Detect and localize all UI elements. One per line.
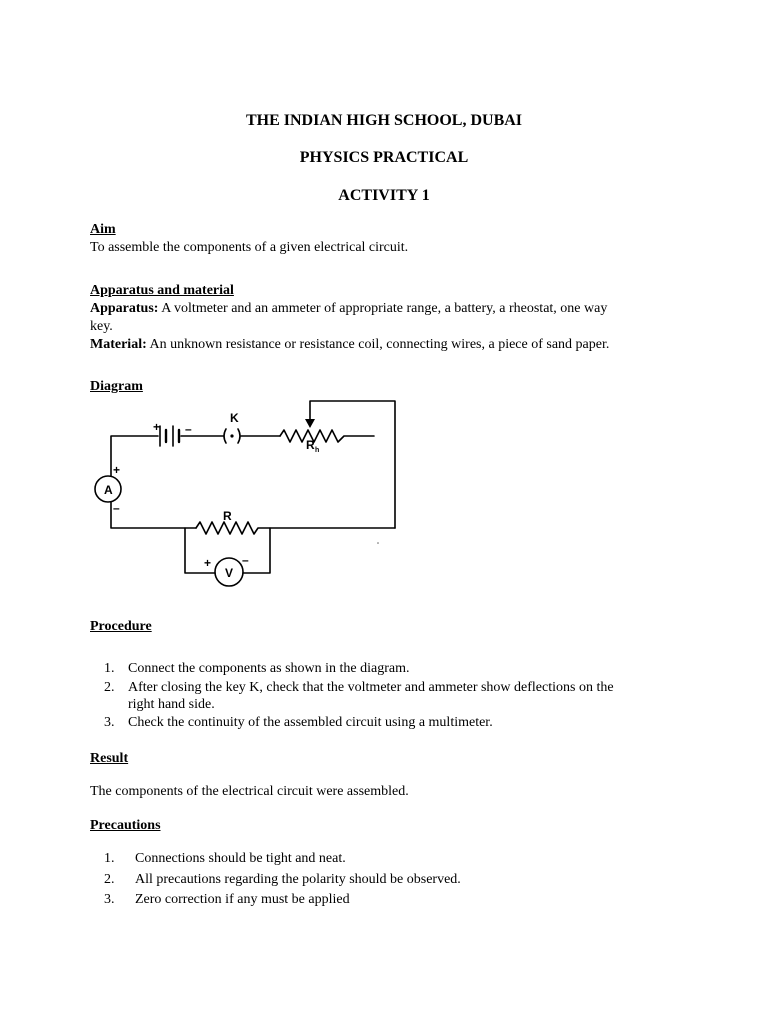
step-number: 2. <box>104 680 115 695</box>
precaution-item <box>104 851 346 867</box>
result-heading: Result <box>90 751 129 766</box>
ammeter-plus-label: + <box>113 463 121 477</box>
rheostat-subscript: h <box>315 447 320 454</box>
diagram-heading: Diagram <box>90 379 143 394</box>
aim-text: To assemble the components of a given electrical circuit. <box>90 240 409 255</box>
voltmeter-label: V <box>225 566 234 580</box>
battery-plus-label: + <box>153 420 161 434</box>
step-number: 1. <box>104 661 115 676</box>
step-text: After closing the key K, check that the voltmeter and ammeter show deflections on the <box>128 680 614 695</box>
precaution-number: 2. <box>104 872 115 887</box>
resistor-label: R <box>223 509 232 523</box>
ammeter-label: A <box>104 483 113 497</box>
voltmeter-plus-label: + <box>204 556 212 570</box>
wire-bottom <box>111 502 196 528</box>
procedure-heading: Procedure <box>90 619 152 634</box>
precaution-item <box>104 892 350 908</box>
step-text-cont: right hand side. <box>128 697 215 712</box>
activity-title: ACTIVITY 1 <box>338 187 430 204</box>
battery-symbol <box>160 426 179 446</box>
school-title: THE INDIAN HIGH SCHOOL, DUBAI <box>245 112 523 129</box>
precaution-number: 1. <box>104 851 115 866</box>
voltmeter-minus-label: – <box>242 553 249 567</box>
precaution-text: All precautions regarding the polarity should be observed. <box>135 872 461 887</box>
resistor-coil <box>196 522 395 534</box>
ammeter-minus-label: – <box>113 501 120 515</box>
result-text: The components of the electrical circuit were assembled. <box>90 784 409 799</box>
precaution-text: Zero correction if any must be applied <box>135 892 350 907</box>
apparatus-text-cont: key. <box>90 319 113 334</box>
apparatus-heading: Apparatus and material <box>90 283 234 298</box>
step-number: 3. <box>104 715 115 730</box>
procedure-step <box>104 680 614 696</box>
rheostat-label: R <box>306 438 315 452</box>
scan-dot <box>377 542 379 544</box>
rheostat-coil <box>280 430 374 442</box>
subject-title: PHYSICS PRACTICAL <box>299 149 469 166</box>
material-text: An unknown resistance or resistance coil, connecting wires, a piece of sand paper. <box>149 337 610 352</box>
battery-minus-label: – <box>185 422 192 436</box>
aim-heading: Aim <box>90 222 116 237</box>
step-text: Connect the components as shown in the diagram. <box>128 661 410 676</box>
precaution-item <box>104 872 461 888</box>
key-plug-dot <box>230 434 233 437</box>
precaution-text: Connections should be tight and neat. <box>135 851 346 866</box>
apparatus-text: A voltmeter and an ammeter of appropriate range, a battery, a rheostat, one way <box>161 301 608 316</box>
apparatus-label: Apparatus: <box>90 301 159 316</box>
rheostat-arrow <box>305 419 315 428</box>
procedure-step <box>104 661 410 677</box>
procedure-step <box>104 715 493 731</box>
precaution-number: 3. <box>104 892 115 907</box>
material-label: Material: <box>90 337 147 352</box>
key-label: K <box>230 411 239 425</box>
precautions-heading: Precautions <box>90 818 161 833</box>
step-text: Check the continuity of the assembled circuit using a multimeter. <box>128 715 493 730</box>
rheostat-slider <box>310 401 395 528</box>
